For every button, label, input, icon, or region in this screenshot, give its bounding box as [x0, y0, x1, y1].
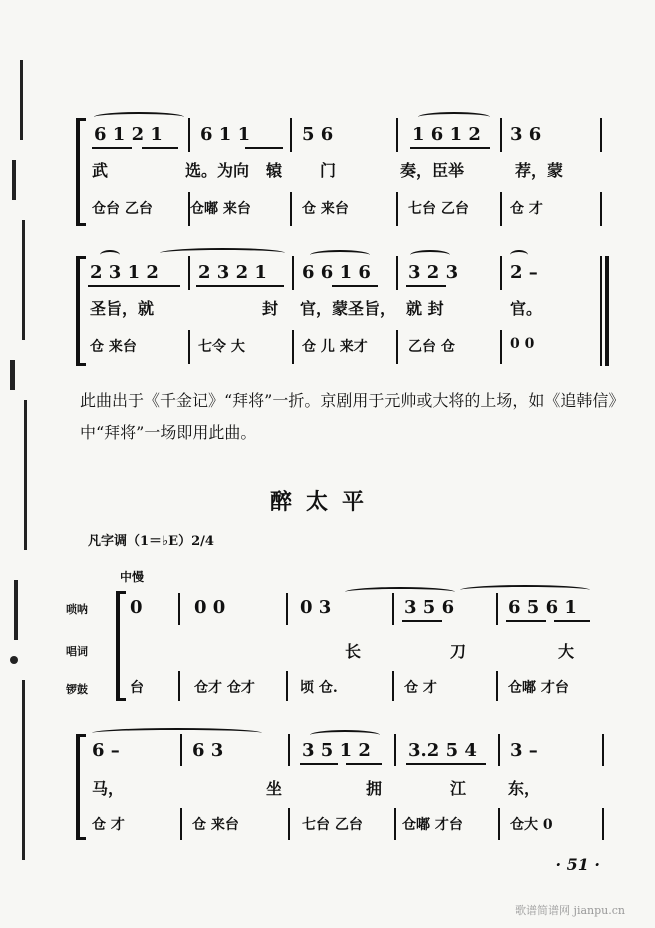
barline — [396, 192, 398, 226]
beam — [92, 147, 132, 149]
percussion: 仓 才 — [510, 201, 543, 217]
brace-cap-bottom — [76, 363, 86, 366]
lyric: 大 — [558, 642, 575, 661]
beam — [554, 620, 590, 622]
slur — [94, 112, 184, 122]
lyric: 选。为向 — [185, 161, 250, 180]
percussion: 仓 才 — [92, 817, 125, 833]
lyric: 坐 — [266, 779, 283, 798]
lyric: 官。 — [510, 299, 543, 318]
percussion: 仓才 仓才 — [194, 680, 255, 696]
percussion: 七台 乙台 — [408, 201, 469, 217]
lyric: 封 — [262, 299, 279, 318]
beam — [506, 620, 546, 622]
lyric: 刀 — [450, 642, 467, 661]
percussion: 仓嘟 才台 — [508, 680, 569, 696]
percussion: 仓 来台 — [192, 817, 239, 833]
percussion: 仓嘟 才台 — [402, 817, 463, 833]
percussion: 0 0 — [510, 336, 535, 352]
system-brace — [116, 591, 120, 701]
barline — [292, 256, 294, 290]
barline — [178, 593, 180, 625]
percussion: 仓大 0 — [510, 817, 553, 833]
barline — [188, 118, 190, 152]
brace-cap-bottom — [76, 223, 86, 226]
brace-cap-top — [76, 734, 86, 737]
slur — [410, 250, 450, 260]
beam — [406, 285, 446, 287]
key-signature: 凡字调（1＝♭E）2/4 — [88, 534, 214, 549]
measure-notes: 0 0 — [194, 597, 226, 618]
barline — [188, 256, 190, 290]
barline — [500, 256, 502, 290]
lyric: 圣旨，就 — [90, 299, 155, 318]
beam — [332, 285, 378, 287]
score-system-2 — [70, 240, 610, 370]
barline — [500, 118, 502, 152]
measure-notes: 3.2 5 4 — [408, 740, 477, 761]
measure-notes: 6 6 1 6 — [302, 262, 371, 283]
barline — [396, 256, 398, 290]
measure-notes: 6 5 6 1 — [508, 597, 577, 618]
measure-notes: 6 – — [92, 740, 120, 761]
beam — [410, 147, 490, 149]
percussion: 台 — [130, 680, 144, 696]
beam — [402, 620, 442, 622]
measure-notes: 3 5 1 2 — [302, 740, 371, 761]
measure-notes: 3 2 3 — [408, 262, 459, 283]
measure-notes: 2 – — [510, 262, 538, 283]
lyric: 荐，蒙 — [515, 161, 564, 180]
brace-cap-top — [116, 591, 126, 594]
brace-cap-bottom — [76, 837, 86, 840]
barline — [602, 734, 604, 766]
lyric: 拥 — [366, 779, 383, 798]
brace-cap-bottom — [116, 698, 126, 701]
barline — [392, 671, 394, 701]
lyric: 江 — [450, 779, 467, 798]
beam — [406, 763, 486, 765]
barline — [178, 671, 180, 701]
barline — [600, 118, 602, 152]
barline — [496, 671, 498, 701]
lyric: 东， — [508, 779, 541, 798]
measure-notes: 2 3 1 2 — [90, 262, 159, 283]
slur — [160, 248, 285, 258]
barline — [498, 734, 500, 766]
barline — [286, 593, 288, 625]
measure-notes: 3 5 6 — [404, 597, 455, 618]
lyric: 奏，臣举 — [400, 161, 465, 180]
system-brace — [76, 734, 80, 840]
barline — [288, 734, 290, 766]
beam — [88, 285, 180, 287]
barline — [500, 192, 502, 226]
barline — [600, 192, 602, 226]
final-barline-thick — [605, 256, 609, 366]
beam — [142, 147, 178, 149]
piece-title: 醉太平 — [270, 489, 379, 515]
lyric: 官，蒙圣旨， — [300, 299, 397, 318]
barline — [288, 808, 290, 840]
slur — [345, 587, 455, 597]
slur — [310, 250, 370, 260]
measure-notes: 2 3 2 1 — [198, 262, 267, 283]
brace-cap-top — [76, 118, 86, 121]
barline — [392, 593, 394, 625]
percussion: 仓 来台 — [302, 201, 349, 217]
barline — [290, 118, 292, 152]
instrument-label: 唱词 — [66, 645, 88, 658]
percussion: 七台 乙台 — [302, 817, 363, 833]
lyric: 武 — [92, 161, 109, 180]
tempo-marking: 中慢 — [120, 570, 145, 584]
percussion: 仓台 乙台 — [92, 201, 153, 217]
percussion: 仓嘟 来台 — [190, 201, 251, 217]
measure-notes: 6 1 2 1 — [94, 124, 163, 145]
barline — [286, 671, 288, 701]
barline — [394, 808, 396, 840]
percussion: 乙台 仓 — [408, 339, 455, 355]
beam — [245, 147, 283, 149]
beam — [196, 285, 284, 287]
measure-notes: 0 3 — [300, 597, 332, 618]
percussion: 仓 儿 来才 — [302, 339, 368, 355]
measure-notes: 6 3 — [192, 740, 224, 761]
barline — [180, 808, 182, 840]
measure-notes: 3 6 — [510, 124, 542, 145]
measure-notes: 1 6 1 2 — [412, 124, 481, 145]
barline — [496, 593, 498, 625]
score-system-4 — [70, 720, 610, 845]
slur — [100, 250, 120, 260]
lyric: 长 — [345, 642, 362, 661]
barline — [602, 808, 604, 840]
barline — [396, 118, 398, 152]
barline — [396, 330, 398, 364]
slur — [460, 585, 590, 595]
score-system-1 — [70, 100, 610, 230]
instrument-label: 锣鼓 — [66, 683, 88, 696]
percussion: 七令 大 — [198, 339, 245, 355]
beam — [300, 763, 338, 765]
instrument-label: 唢呐 — [66, 603, 88, 616]
system-brace — [76, 256, 80, 366]
barline — [498, 808, 500, 840]
watermark: 歌谱简谱网 jianpu.cn — [515, 904, 625, 917]
slur — [510, 250, 528, 260]
percussion: 仓 才 — [404, 680, 437, 696]
measure-notes: 3 – — [510, 740, 538, 761]
barline — [292, 330, 294, 364]
measure-notes: 0 — [130, 597, 143, 618]
lyric: 辕 — [266, 161, 283, 180]
brace-cap-top — [76, 256, 86, 259]
lyric: 马， — [92, 779, 125, 798]
lyric: 就 封 — [406, 299, 444, 318]
barline — [394, 734, 396, 766]
barline — [500, 330, 502, 364]
scan-edge-artifact — [2, 40, 40, 920]
slur — [92, 728, 262, 738]
measure-notes: 6 1 1 — [200, 124, 251, 145]
slur — [418, 112, 490, 122]
final-barline — [600, 256, 602, 366]
barline — [290, 192, 292, 226]
percussion: 仓 来台 — [90, 339, 137, 355]
score-system-3 — [66, 585, 610, 705]
beam — [346, 763, 382, 765]
percussion: 顷 仓. — [300, 680, 338, 696]
lyric: 门 — [320, 161, 337, 180]
description-paragraph: 此曲出于《千金记》“拜将”一折。京剧用于元帅或大将的上场，如《追韩信》中“拜将”一场即用此曲。 — [80, 391, 617, 442]
slur — [310, 730, 380, 740]
system-brace — [76, 118, 80, 226]
page-number: · 51 · — [555, 855, 600, 874]
barline — [188, 192, 190, 226]
barline — [180, 734, 182, 766]
measure-notes: 5 6 — [302, 124, 334, 145]
barline — [188, 330, 190, 364]
